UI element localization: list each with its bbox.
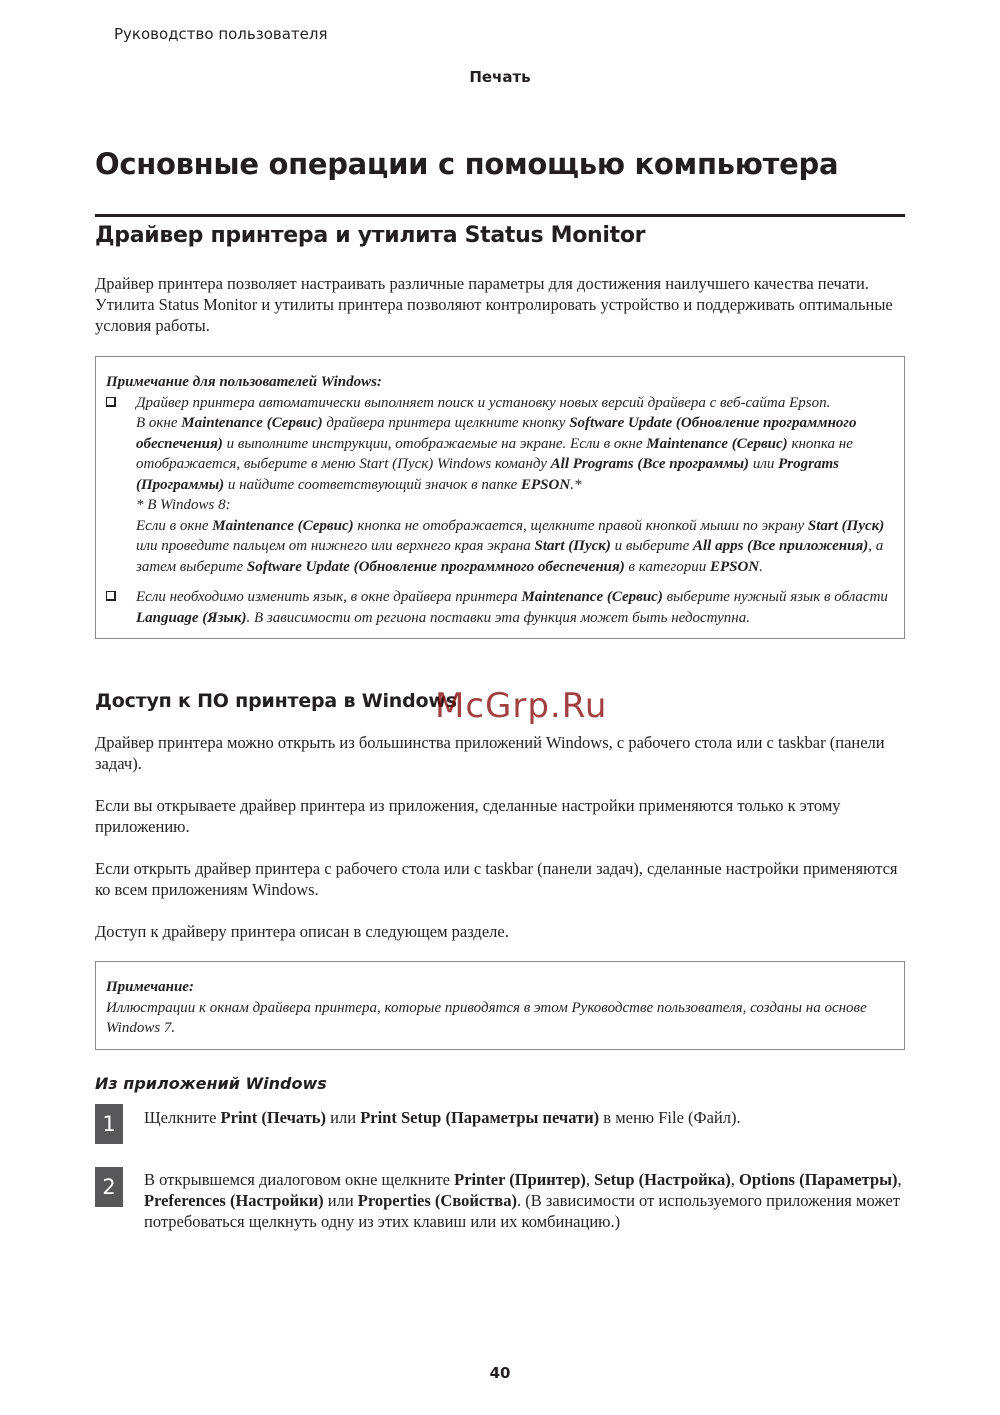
step-1-text: Щелкните Print (Печать) или Print Setup (Параметры печати) в меню File (Файл).	[144, 1108, 741, 1127]
intro-paragraph: Драйвер принтера позволяет настраивать различные параметры для достижения наилучшего качества печати. Утилита Status Monitor и утилиты принтера позволяют контролировать устройство и поддерживать оптимальные условия работы.	[95, 274, 893, 335]
watermark: McGrp.Ru	[435, 686, 608, 726]
note-item-driver-update: Драйвер принтера автоматически выполняет поиск и установку новых версий драйвера с веб-сайта Epson. В окне Maintenance (Сервис) драйвера принтера щелкните кнопку Software Update (Обновление программного обеспечения) и выполните инструкции, отображаемые на экране. Если в окне Maintenance (Сервис) кнопка не отображается, выберите в меню Start (Пуск) Windows команду All Programs (Все программы) или Programs (Программы) и найдите соответствующий значок в папке EPSON.* * В Windows 8: Если в окне Maintenance (Сервис) кнопка не отображается, щелкните правой кнопкой мыши по экрану Start (Пуск) или проведите пальцем от нижнего или верхнего края экрана Start (Пуск) и выберите All apps (Все приложения), а затем выберите Software Update (Обновление программного обеспечения) в категории EPSON.	[106, 393, 894, 578]
subsection-title-from-apps: Из приложений Windows	[95, 1074, 327, 1093]
note-title: Примечание для пользователей Windows:	[106, 374, 382, 390]
note-item-language: Если необходимо изменить язык, в окне драйвера принтера Maintenance (Сервис) выберите нужный язык в области Language (Язык). В зависимости от региона поставки эта функция может быть недоступна.	[106, 587, 894, 628]
title-divider	[95, 214, 905, 217]
note-illustrations	[95, 961, 905, 1050]
step-number-2: 2	[95, 1167, 123, 1207]
access-paragraph-4: Доступ к драйверу принтера описан в следующем разделе.	[95, 922, 509, 941]
section-title-driver: Драйвер принтера и утилита Status Monitor	[95, 223, 646, 248]
checkbox-bullet-icon	[106, 397, 116, 407]
note-text: Иллюстрации к окнам драйвера принтера, которые приводятся в этом Руководстве пользователя, созданы на основе Windows 7.	[106, 999, 867, 1036]
section-title-access: Доступ к ПО принтера в Windows	[95, 690, 457, 712]
step-number-1: 1	[95, 1104, 123, 1144]
step-2-text: В открывшемся диалоговом окне щелкните Printer (Принтер), Setup (Настройка), Options (Параметры), Preferences (Настройки) или Properties (Свойства). (В зависимости от используемого приложения может потребоваться щелкнуть одну из этих клавиш или их комбинацию.)	[144, 1170, 902, 1231]
chapter-title: Основные операции с помощью компьютера	[95, 147, 839, 181]
access-paragraph-3: Если открыть драйвер принтера с рабочего стола или с taskbar (панели задач), сделанные настройки применяются ко всем приложениям Windows.	[95, 859, 898, 899]
access-paragraph-2: Если вы открываете драйвер принтера из приложения, сделанные настройки применяются только к этому приложению.	[95, 796, 841, 836]
running-head: Руководство пользователя	[114, 25, 328, 43]
checkbox-bullet-icon	[106, 591, 116, 601]
access-paragraph-1: Драйвер принтера можно открыть из большинства приложений Windows, с рабочего стола или с taskbar (панели задач).	[95, 733, 885, 773]
note-title: Примечание:	[106, 979, 194, 995]
section-header: Печать	[469, 68, 531, 86]
note-windows-users	[95, 356, 905, 639]
page-number: 40	[489, 1364, 511, 1382]
